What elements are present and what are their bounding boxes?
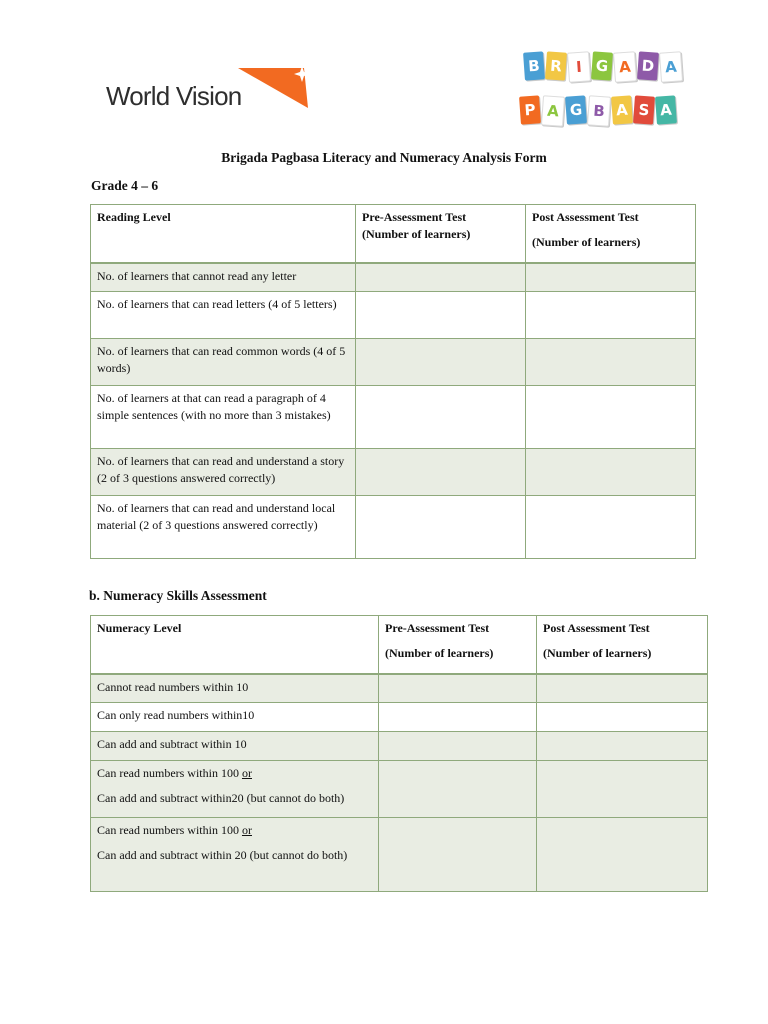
pagbasa-tile-s: S bbox=[633, 95, 655, 124]
reading-level-table bbox=[90, 204, 696, 559]
post-assessment-input-cell[interactable] bbox=[526, 449, 696, 496]
pagbasa-tile-a: A bbox=[611, 95, 633, 124]
pagbasa-tile-a: A bbox=[541, 95, 565, 126]
numeracy-level-cell: Can add and subtract within 10 bbox=[91, 732, 379, 761]
numeracy-level-cell: Can read numbers within 100 or Can add and subtract within20 (but cannot do both) bbox=[91, 761, 379, 818]
post-assessment-input-cell[interactable] bbox=[526, 386, 696, 449]
grade-label: Grade 4 – 6 bbox=[91, 178, 159, 193]
header-pre-assessment: Pre-Assessment Test (Number of learners) bbox=[379, 616, 537, 674]
post-assessment-input-cell[interactable] bbox=[537, 674, 708, 703]
header-pre-assessment: Pre-Assessment Test (Number of learners) bbox=[356, 205, 526, 263]
reading-level-cell: No. of learners that can read and understand a story (2 of 3 questions answered correctly) bbox=[91, 449, 356, 496]
brigada-tile-d: D bbox=[637, 51, 659, 80]
post-assessment-input-cell[interactable] bbox=[537, 703, 708, 732]
header-post-assessment: Post Assessment Test (Number of learners) bbox=[537, 616, 708, 674]
pagbasa-tile-b: B bbox=[587, 95, 611, 126]
pagbasa-tile-g: G bbox=[565, 95, 587, 124]
table-row bbox=[91, 263, 696, 292]
post-assessment-input-cell[interactable] bbox=[526, 292, 696, 339]
pre-assessment-input-cell[interactable] bbox=[356, 496, 526, 559]
numeracy-level-cell: Can only read numbers within10 bbox=[91, 703, 379, 732]
post-assessment-input-cell[interactable] bbox=[526, 496, 696, 559]
table-row bbox=[91, 339, 696, 386]
table-header-row bbox=[91, 205, 696, 263]
post-assessment-input-cell[interactable] bbox=[537, 732, 708, 761]
table-row bbox=[91, 674, 708, 703]
pre-assessment-input-cell[interactable] bbox=[379, 703, 537, 732]
world-vision-logo-text: World Vision bbox=[106, 81, 242, 111]
pre-assessment-input-cell[interactable] bbox=[356, 386, 526, 449]
world-vision-swoosh-icon bbox=[234, 64, 314, 110]
table-row bbox=[91, 449, 696, 496]
table-row bbox=[91, 732, 708, 761]
pre-assessment-input-cell[interactable] bbox=[356, 339, 526, 386]
header-reading-level: Reading Level bbox=[91, 205, 356, 263]
pre-assessment-input-cell[interactable] bbox=[356, 263, 526, 292]
header-post-assessment: Post Assessment Test (Number of learners) bbox=[526, 205, 696, 263]
post-assessment-input-cell[interactable] bbox=[537, 818, 708, 892]
numeracy-level-cell: Cannot read numbers within 10 bbox=[91, 674, 379, 703]
pre-assessment-input-cell[interactable] bbox=[379, 818, 537, 892]
brigada-tile-a: A bbox=[659, 51, 683, 82]
pre-assessment-input-cell[interactable] bbox=[356, 292, 526, 339]
brigada-tile-b: B bbox=[523, 51, 545, 80]
table-row bbox=[91, 761, 708, 818]
post-assessment-input-cell[interactable] bbox=[526, 339, 696, 386]
reading-level-cell: No. of learners that can read letters (4 of 5 letters) bbox=[91, 292, 356, 339]
header-numeracy-level: Numeracy Level bbox=[91, 616, 379, 674]
brigada-tile-a: A bbox=[613, 51, 637, 82]
brigada-tile-g: G bbox=[591, 51, 613, 80]
brigada-pagbasa-logo bbox=[520, 50, 678, 132]
pre-assessment-input-cell[interactable] bbox=[379, 761, 537, 818]
world-vision-logo bbox=[104, 62, 314, 118]
numeracy-level-table bbox=[90, 615, 708, 892]
pagbasa-logo-row bbox=[520, 96, 676, 126]
table-header-row bbox=[91, 616, 708, 674]
pagbasa-tile-a: A bbox=[655, 95, 677, 124]
pre-assessment-input-cell[interactable] bbox=[356, 449, 526, 496]
table-row bbox=[91, 292, 696, 339]
form-title: Brigada Pagbasa Literacy and Numeracy Analysis Form bbox=[221, 150, 547, 165]
reading-level-cell: No. of learners that can read and understand local material (2 of 3 questions answered correctly) bbox=[91, 496, 356, 559]
table-row bbox=[91, 703, 708, 732]
reading-level-cell: No. of learners that cannot read any letter bbox=[91, 263, 356, 292]
table-row bbox=[91, 818, 708, 892]
pre-assessment-input-cell[interactable] bbox=[379, 732, 537, 761]
post-assessment-input-cell[interactable] bbox=[526, 263, 696, 292]
brigada-tile-i: I bbox=[567, 51, 591, 82]
brigada-logo-row bbox=[524, 52, 682, 82]
brigada-tile-r: R bbox=[545, 51, 567, 80]
table-row bbox=[91, 386, 696, 449]
reading-level-cell: No. of learners at that can read a paragraph of 4 simple sentences (with no more than 3 mistakes) bbox=[91, 386, 356, 449]
reading-level-cell: No. of learners that can read common words (4 of 5 words) bbox=[91, 339, 356, 386]
pagbasa-tile-p: P bbox=[519, 95, 541, 124]
post-assessment-input-cell[interactable] bbox=[537, 761, 708, 818]
pre-assessment-input-cell[interactable] bbox=[379, 674, 537, 703]
table-row bbox=[91, 496, 696, 559]
numeracy-section-heading: b. Numeracy Skills Assessment bbox=[89, 588, 267, 603]
numeracy-level-cell: Can read numbers within 100 or Can add and subtract within 20 (but cannot do both) bbox=[91, 818, 379, 892]
